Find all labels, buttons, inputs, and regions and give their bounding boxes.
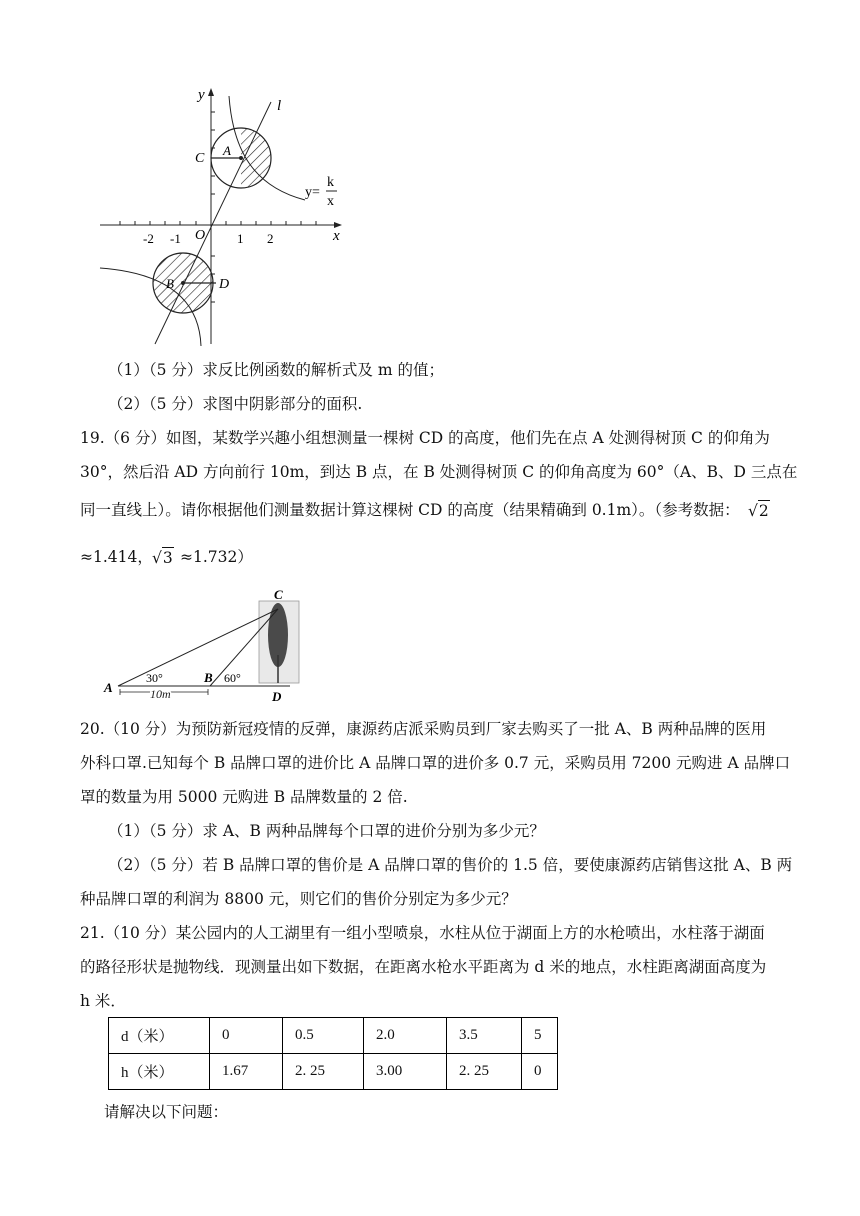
tree-figure: [100, 585, 310, 705]
table-cell: 0: [522, 1054, 558, 1090]
tick-label: 1: [237, 231, 244, 246]
q19-line4a: ≈1.414，: [80, 548, 153, 566]
sight-line-a: [118, 609, 278, 686]
curve-numerator: k: [327, 175, 334, 190]
tick-label: 2: [267, 231, 274, 246]
y-axis-arrow-icon: [208, 88, 214, 96]
table-cell: h（米）: [109, 1054, 210, 1090]
table-cell: 2.0: [364, 1018, 447, 1054]
distance-label: 10m: [150, 687, 171, 701]
sqrt2-radicand: 2: [758, 502, 769, 520]
tick-label: -1: [170, 231, 181, 246]
q20-line1: 20.（10 分）为预防新冠疫情的反弹，康源药店派采购员到厂家去购买了一批 A、B 两种品牌的医用: [80, 720, 767, 738]
table-cell: 2. 25: [283, 1054, 364, 1090]
q19-line4b: ≈1.732）: [180, 548, 253, 566]
q20-part1: （1）（5 分）求 A、B 两种品牌每个口罩的进价分别为多少元？: [108, 822, 545, 840]
q20-line3: 罩的数量为用 5000 元购进 B 品牌数量的 2 倍.: [80, 788, 408, 806]
q20-line2: 外科口罩.已知每个 B 品牌口罩的进价比 A 品牌口罩的进价多 0.7 元，采购员用 7200 元购进 A 品牌口: [80, 754, 791, 772]
line-l-label: l: [277, 98, 282, 114]
point-d-label: D: [272, 689, 282, 704]
axis-x-label: x: [333, 228, 340, 244]
point-b-label: B: [166, 276, 174, 291]
point-d-label: D: [219, 277, 230, 292]
point-c-label: C: [195, 151, 205, 166]
tick-label: -2: [143, 231, 154, 246]
q19-line3: 同一直线上）。请你根据他们测量数据计算这棵树 CD 的高度（结果精确到 0.1m）。（参考数据：: [80, 501, 740, 519]
q19-line2: 30°，然后沿 AD 方向前行 10m，到达 B 点，在 B 处测得树顶 C 的仰角高度为 60°（A、B、D 三点在: [80, 463, 798, 481]
origin-label: O: [195, 228, 206, 243]
q20-part2-line2: 种品牌口罩的利润为 8800 元，则它们的售价分别定为多少元？: [80, 890, 517, 908]
point-b: [181, 281, 185, 285]
table-row: [109, 1018, 558, 1054]
point-a-label: A: [223, 143, 231, 158]
curve-label: y=: [305, 185, 320, 200]
sqrt2: √2: [748, 502, 769, 520]
data-table: [108, 1017, 558, 1090]
table-cell: 3.5: [447, 1018, 522, 1054]
q21-line3: h 米．: [80, 992, 126, 1010]
point-a-label: A: [104, 680, 113, 695]
curve-denominator: x: [327, 194, 334, 209]
table-cell: 1.67: [210, 1054, 283, 1090]
angle-b-label: 60°: [224, 671, 241, 685]
table-cell: 2. 25: [447, 1054, 522, 1090]
q18-part1: （1）（5 分）求反比例函数的解析式及 m 的值；: [108, 361, 444, 379]
sqrt3: √3: [152, 549, 173, 567]
sqrt3-radicand: 3: [162, 549, 173, 567]
q18-part2: （2）（5 分）求图中阴影部分的面积.: [108, 395, 363, 413]
q21-line2: 的路径形状是抛物线．现测量出如下数据，在距离水枪水平距离为 d 米的地点，水柱距离湖面高度为: [80, 958, 767, 976]
table-row: [109, 1054, 558, 1090]
table-cell: 3.00: [364, 1054, 447, 1090]
point-b-label: B: [204, 670, 213, 685]
point-a: [239, 156, 243, 160]
angle-a-label: 30°: [146, 671, 163, 685]
table-cell: 5: [522, 1018, 558, 1054]
q21-line1: 21.（10 分）某公园内的人工湖里有一组小型喷泉，水柱从位于湖面上方的水枪喷出，水柱落于湖面: [80, 924, 765, 942]
table-cell: 0: [210, 1018, 283, 1054]
point-c-label: C: [274, 587, 283, 602]
table-cell: d（米）: [109, 1018, 210, 1054]
table-cell: 0.5: [283, 1018, 364, 1054]
line-l: [155, 102, 271, 344]
q20-part2-line1: （2）（5 分）若 B 品牌口罩的售价是 A 品牌口罩的售价的 1.5 倍，要使康源药店销售这批 A、B 两: [108, 856, 793, 874]
q21-prompt: 请解决以下问题：: [104, 1103, 229, 1121]
axis-y-label: y: [198, 87, 205, 103]
q19-line1: 19.（6 分）如图，某数学兴趣小组想测量一棵树 CD 的高度，他们先在点 A 处测得树顶 C 的仰角为: [80, 429, 770, 447]
coordinate-figure: [95, 82, 355, 352]
